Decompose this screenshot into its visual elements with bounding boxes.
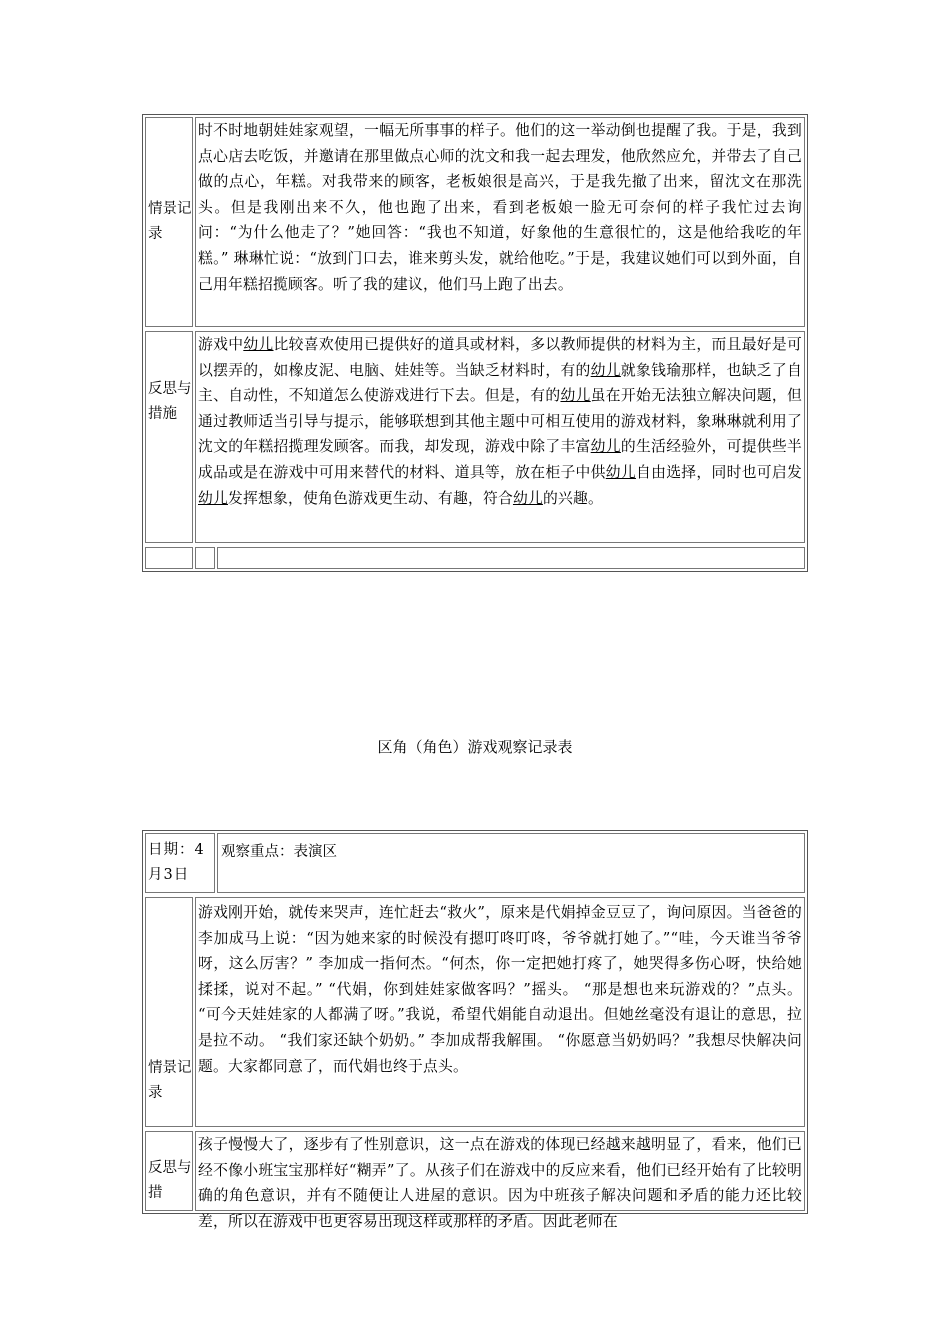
record-table-2 bbox=[142, 830, 808, 1230]
label-text: 情景记录 bbox=[148, 1060, 192, 1101]
table-row bbox=[143, 329, 807, 545]
record-table-1 bbox=[142, 114, 808, 572]
text-segment: 比较喜欢使用已提供好的道具或材料，多以教师提供的材料为主，而且最好是可以摆弄的，如橡皮泥、电脑、娃娃等。当缺乏材料时，有的 bbox=[198, 336, 802, 379]
empty-cell bbox=[217, 547, 805, 569]
text-segment: 就象钱瑜那样，也缺乏了自主、自动性，不知道怎么使游戏进行下去。但是，有的 bbox=[198, 361, 803, 405]
text-segment: 虽在开始无法独立解决问题，但通过教师适当引导与提示，能够联想到其他主题中可相互使用的游戏材料，象琳琳就利用了沈文的年糕招揽理发顾客。而我，却发现，游戏中除了丰富 bbox=[198, 387, 802, 456]
date-cell bbox=[145, 833, 215, 893]
date-text: 日期：4月3日 bbox=[148, 842, 205, 883]
table-row bbox=[143, 115, 807, 329]
text-segment: 游戏中 bbox=[198, 336, 244, 353]
content-text: 时不时地朝娃娃家观望，一幅无所事事的样子。他们的这一举动倒也提醒了我。于是，我到点心店去吃饭，并邀请在那里做点心师的沈文和我一起去理发，他欣然应允，并带去了自己做的点心，年糕。对我带来的顾客，老板娘很是高兴，于是我先撤了出来，留沈文在那洗头。但是我刚出来不久，他也跑了出来，看到老板娘一脸无可奈何的样子我忙过去询问：“为什么他走了？”她回答：“我也不知道，好象他的生意很忙的，这是他给我吃的年糕。” 琳琳忙说：“放到门口去，谁来剪头发，就给他吃。”于是，我建议她们可以到外面，自己用年糕招揽顾客。听了我的建议，他们马上跑了出去。 bbox=[198, 122, 802, 293]
content-text bbox=[196, 332, 804, 511]
empty-cell bbox=[145, 547, 193, 569]
row-label bbox=[145, 1131, 193, 1211]
table-row bbox=[143, 895, 807, 1129]
underlined-term: 幼儿 bbox=[198, 489, 228, 507]
label-text: 情景记录 bbox=[148, 201, 192, 242]
text-segment: 自由选择，同时也可启发 bbox=[635, 463, 803, 481]
page-title: 区角（角色）游戏观察记录表 bbox=[377, 738, 573, 756]
underlined-term: 幼儿 bbox=[590, 438, 621, 456]
row-label bbox=[145, 897, 193, 1127]
content-text: 游戏刚开始，就传来哭声，连忙赶去“救火”，原来是代娟掉金豆豆了，询问原因。当爸爸的李加成马上说：“因为她来家的时候没有摁叮咚叮咚，爷爷就打她了。”“哇，今天谁当爷爷呀，这么厉害？” 李加成一指何杰。“何杰，你一定把她打疼了，她哭得多伤心呀，快给她揉揉，说对不起。” “代娟，你到娃娃家做客吗？”摇头。 “那是想也来玩游戏的？”点头。 “可今天娃娃家的人都满了呀。”我说，希望代娟能自动退出。但她丝毫没有退让的意思，拉是拉不动。 “我们家还缺个奶奶。” 李加成帮我解围。 “你愿意当奶奶吗？”我想尽快解决问题。大家都同意了，而代娟也终于点头。 bbox=[198, 904, 802, 1075]
focus-text: 观察重点：表演区 bbox=[221, 844, 337, 860]
table-row bbox=[143, 1129, 807, 1230]
row-content bbox=[195, 331, 805, 543]
underlined-term: 幼儿 bbox=[243, 336, 274, 353]
text-segment: 发挥想象，使角色游戏更生动、有趣，符合 bbox=[228, 489, 513, 507]
empty-cell bbox=[195, 547, 215, 569]
row-label bbox=[145, 117, 193, 327]
underlined-term: 幼儿 bbox=[605, 463, 636, 481]
row-label bbox=[145, 331, 193, 543]
content-text: 孩子慢慢大了，逐步有了性别意识，这一点在游戏的体现已经越来越明显了，看来，他们已经不像小班宝宝那样好“糊弄”了。从孩子们在游戏中的反应来看，他们已经开始有了比较明确的角色意识，并有不随便让人进屋的意识。因为中班孩子解决问题和矛盾的能力还比较差，所以在游戏中也更容易出现这样或那样的矛盾。因此老师在 bbox=[198, 1136, 802, 1230]
underlined-term: 幼儿 bbox=[560, 387, 591, 405]
row-content bbox=[195, 897, 805, 1127]
underlined-term: 幼儿 bbox=[512, 489, 543, 507]
text-segment: 的生活经验外，可提供些半成品或是在游戏中可用来替代的材料、道具等，放在柜子中供 bbox=[198, 438, 803, 481]
text-segment: 的兴趣。 bbox=[542, 489, 603, 507]
row-content bbox=[195, 1131, 805, 1230]
header-row bbox=[143, 831, 807, 895]
label-text: 反思与措 bbox=[148, 1160, 192, 1201]
row-content bbox=[195, 117, 805, 327]
focus-cell bbox=[217, 833, 805, 893]
underlined-term: 幼儿 bbox=[590, 361, 621, 379]
empty-row bbox=[143, 545, 807, 571]
label-text: 反思与措施 bbox=[148, 381, 192, 422]
